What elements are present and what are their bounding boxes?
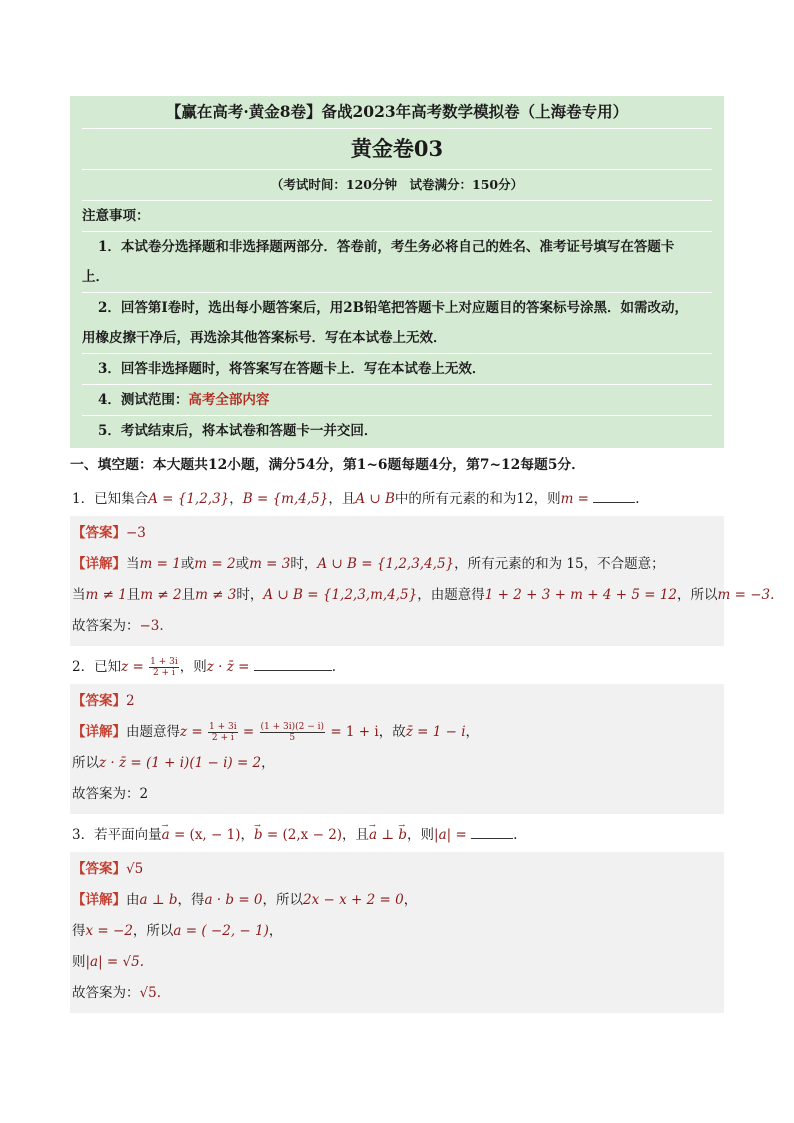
q3-d1-d: ， [403,892,418,908]
q3-perp-a: → a [369,818,377,852]
test-scope-highlight: 高考全部内容 [188,392,270,408]
header-box [70,96,724,448]
q1-d1-b: 时， [290,556,318,572]
answer-label: 【答案】 [72,861,126,877]
q3-answer-blank [471,826,513,839]
q3-d1-c: ，所以 [262,892,304,908]
q3-d2-b: ，所以 [132,923,174,939]
q1-d2-and2: 且 [181,587,196,603]
q1-d2-m3: m ≠ 3 [195,587,237,603]
q2-d1-a: 由题意得 [126,724,180,740]
notice-item-5: 5．考试结束后，将本试卷和答题卡一并交回． [98,423,378,439]
q2-detail-line-1 [72,717,724,748]
q3-detail-line-2 [72,916,724,947]
q3-detail-line-4 [72,978,724,1009]
q1-detail-line-3 [72,611,724,642]
q2-d1-frac2 [260,722,326,743]
q1-answer-value: −3 [126,525,146,541]
q3-perp-b: → b [398,818,407,852]
q2-d2-b: ， [261,755,275,771]
q1-d3: 故答案为： [72,618,140,634]
q1-d3-val: −3. [139,618,164,634]
q3-d1-dot: a · b = 0 [204,892,263,908]
q3-d4-a: 故答案为： [72,985,140,1001]
section-heading: 一、填空题：本大题共12小题，满分54分，第1~6题每题4分，第7~12每题5分． [70,457,586,473]
exam-page [70,96,775,1013]
q2-d1-frac1-den: 2 + i [211,733,234,743]
q1-comma: ， [229,491,243,507]
q3-d4-val: √5. [139,985,161,1001]
q2-text-b: ，则 [179,659,207,675]
notice-heading: 注意事项： [82,201,712,232]
q1-d2-m1: m ≠ 1 [85,587,127,603]
detail-label: 【详解】 [72,556,126,572]
q1-d1-m2: m = 2 [194,556,236,572]
q2-z-eq: z = [121,659,149,675]
q3-text-c: ，则 [407,827,435,843]
q1-union: A ∪ B [355,491,395,507]
q1-detail-line-2 [72,580,775,611]
q1-d1-m1: m = 1 [139,556,181,572]
q3-abs: |a| = [434,827,472,843]
q2-d1-c: ， [465,724,480,740]
notice-item-2b: 用橡皮擦干净后，再选涂其他答案标号．写在本试卷上无效． [82,323,712,354]
question-1-stem [70,482,724,516]
q1-answer-blank [593,490,635,503]
q1-d1-or2: 或 [235,556,250,572]
q1-d1-a: 当 [126,556,140,572]
q2-d1-frac2-den: 5 [289,733,296,743]
q3-d1-a: 由 [126,892,140,908]
q2-d1-frac1 [208,722,238,743]
q3-answer-line [72,854,724,885]
q3-vector-a: → a [162,818,170,852]
q3-text-a: 3．若平面向量 [72,827,162,843]
q3-d1-eq: 2x − x + 2 = 0 [303,892,404,908]
q3-text-b: ，且 [342,827,370,843]
q2-d1-eq2: = 1 + i [326,724,379,740]
q1-text-a: 1．已知集合 [72,491,149,507]
q3-d3-a: 则 [72,954,86,970]
q3-vector-b: → b [254,818,263,852]
q3-perp-symbol: ⊥ [377,827,399,843]
q2-period: . [331,659,336,675]
q1-d2-res: m = −3. [717,587,775,603]
q1-text-c: 中的所有元素的和为12，则 [394,491,561,507]
q1-d2-a: 当 [72,587,86,603]
q1-d1-or1: 或 [180,556,195,572]
question-2-solution [70,684,724,814]
q1-d2-b: 时， [236,587,264,603]
exam-main-title: 黄金卷03 [82,129,712,170]
q1-d2-union: A ∪ B = {1,2,3,m,4,5} [263,587,418,603]
q2-zz: z · z̄ = [206,659,254,675]
q1-set-b: B = {m,4,5} [242,491,329,507]
q3-d1-perp: a ⊥ b [139,892,178,908]
exam-series-title: 【赢在高考·黄金8卷】备战2023年高考数学模拟卷（上海卷专用） [82,96,712,129]
q2-frac-den: 2 + i [152,668,175,678]
question-3-stem [70,818,724,852]
q3-d2-a: 得 [72,923,86,939]
q1-d1-union: A ∪ B = {1,2,3,4,5} [317,556,455,572]
q2-d1-eq1: = [238,724,259,740]
q2-detail-line-2 [72,748,724,779]
notice-item-1b: 上． [82,262,712,293]
q3-d3-abs: |a| = √5. [85,954,145,970]
q2-d1-z: z = [180,724,208,740]
q1-d2-eq: 1 + 2 + 3 + m + 4 + 5 = 12 [484,587,678,603]
q2-d1-b: ，故 [378,724,406,740]
question-2-stem [70,650,724,684]
q1-d2-m2: m ≠ 2 [140,587,182,603]
q1-period: . [635,491,640,507]
q1-d1-m3: m = 3 [249,556,291,572]
q2-d1-frac1-num: 1 + 3i [209,722,237,732]
answer-label: 【答案】 [72,525,126,541]
notice-item-4-label: 4．测试范围： [98,392,189,408]
q1-d1-c: ，所有元素的和为 15，不合题意； [454,556,665,572]
q3-vector-a-value: = (x, − 1) [169,827,241,843]
q3-answer-value: √5 [126,861,144,877]
q1-answer-line [72,518,724,549]
notice-item-3: 3．回答非选择题时，将答案写在答题卡上．写在本试卷上无效． [82,354,712,385]
notice-item-2a: 2．回答第Ⅰ卷时，选出每小题答案后，用2B铅笔把答题卡上对应题目的答案标号涂黑．如需改动， [98,300,689,316]
q1-d2-c: ，由题意得 [417,587,485,603]
question-3-solution [70,852,724,1013]
q1-detail-line-1 [72,549,724,580]
q3-period: . [513,827,518,843]
q3-d2-vec: a = ( −2, − 1) [173,923,269,939]
question-1-solution [70,516,775,646]
answer-label: 【答案】 [72,693,126,709]
notice-item-4 [82,385,712,416]
detail-label: 【详解】 [72,892,126,908]
q1-set-a: A = {1,2,3} [148,491,230,507]
notice-item-1a: 1．本试卷分选择题和非选择题两部分．答卷前，考生务必将自己的姓名、准考证号填写在答题卡 [98,239,675,255]
q2-text-a: 2．已知 [72,659,122,675]
q3-detail-line-3 [72,947,724,978]
q2-d2-eq: z · z̄ = (1 + i)(1 − i) = 2 [99,755,262,771]
q2-detail-line-3: 故答案为：2 [72,786,149,802]
q1-text-b: ，且 [328,491,356,507]
q2-answer-blank [254,658,332,671]
q2-d2-a: 所以 [72,755,99,771]
q2-answer-line [72,686,724,717]
q2-answer-value: 2 [126,693,135,709]
detail-label: 【详解】 [72,724,126,740]
q3-vector-b-value: = (2,x − 2) [262,827,343,843]
q1-m-eq: m = [560,491,594,507]
q2-fraction [149,657,179,678]
q3-d2-c: ， [268,923,283,939]
q3-detail-line-1 [72,885,724,916]
q3-d1-b: ，得 [177,892,205,908]
q3-comma: ， [240,827,254,843]
q1-d2-and1: 且 [126,587,141,603]
q1-d2-d: ，所以 [677,587,718,603]
exam-time-score: （考试时间：120分钟 试卷满分：150分） [82,170,712,201]
q2-d1-zbar: z̄ = 1 − i [405,724,466,740]
q2-frac-num: 1 + 3i [150,657,178,667]
q2-d1-frac2-num: (1 + 3i)(2 − i) [260,722,325,732]
q3-d2-x: x = −2 [85,923,133,939]
